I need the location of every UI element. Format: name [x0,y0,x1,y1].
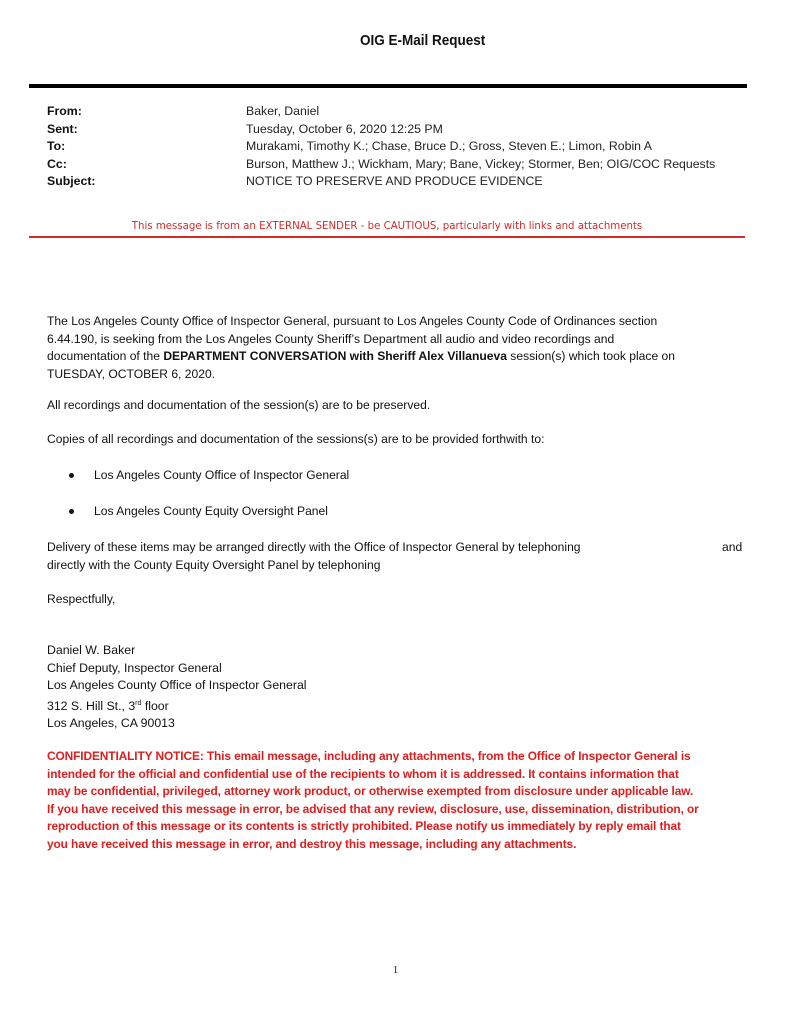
notice-line: may be confidential, privileged, attorney work product, or otherwise exempted from disclosure under applicable law. [47,784,694,799]
notice-line: CONFIDENTIALITY NOTICE: This email message, including any attachments, from the Office of Inspector General is [47,749,691,763]
from-row [47,103,747,121]
body-line: The Los Angeles County Office of Inspector General, pursuant to Los Angeles County Code of Ordinances section [47,314,658,328]
signature-title: Chief Deputy, Inspector General [47,660,222,675]
to-row [47,138,747,156]
list-item [67,467,767,485]
cc-value: Burson, Matthew J.; Wickham, Mary; Bane, Vickey; Stormer, Ben; OIG/COC Requests [246,156,716,171]
from-label: From: [47,104,82,118]
signature-name: Daniel W. Baker [47,643,136,657]
body-line: directly with the County Equity Oversight Panel by telephoning [47,557,381,572]
body-text: documentation of the [47,349,164,363]
email-header [47,103,747,191]
body-paragraph-request [47,313,747,383]
list-item-text: Los Angeles County Office of Inspector General [94,468,350,482]
body-line: 6.44.190, is seeking from the Los Angeles County Sheriff’s Department all audio and video recordings and [47,331,615,346]
cc-row [47,156,747,174]
body-line [47,348,747,366]
signature-office: Los Angeles County Office of Inspector General [47,678,307,692]
sent-label: Sent: [47,121,78,136]
recipient-list [67,467,767,538]
address-text: 312 S. Hill St., 3 [47,698,136,713]
body-line: TUESDAY, OCTOBER 6, 2020. [47,366,216,381]
body-paragraph-copies: Copies of all recordings and documentation of the sessions(s) are to be provided forthwith to: [47,432,545,446]
to-value: Murakami, Timothy K.; Chase, Bruce D.; Gross, Steven E.; Limon, Robin A [246,139,652,153]
notice-line: you have received this message in error, and destroy this message, including any attachments. [47,836,577,851]
closing: Respectfully, [47,592,116,606]
signature-block [47,642,747,733]
body-text: and [722,540,743,554]
notice-line: reproduction of this message or its contents is strictly prohibited. Please notify us immediately by reply email that [47,819,681,834]
document-title [0,32,791,49]
notice-line: intended for the official and confidential use of the recipients to whom it is addressed. It contains information that [47,766,679,781]
to-label: To: [47,139,66,153]
bullet-icon [69,473,74,478]
list-item [67,503,767,521]
warning-divider [29,236,745,238]
body-text: session(s) which took place on [506,349,675,363]
address-superscript: rd [135,699,142,707]
bullet-icon [69,509,74,514]
session-name-bold: DEPARTMENT CONVERSATION with Sheriff Alex Villanueva [163,349,507,363]
signature-city: Los Angeles, CA 90013 [47,716,175,730]
address-text: floor [141,698,169,713]
subject-label: Subject: [47,174,96,188]
subject-value: NOTICE TO PRESERVE AND PRODUCE EVIDENCE [246,174,543,188]
sent-row [47,121,747,139]
from-value: Baker, Daniel [246,104,320,118]
body-paragraph-delivery [47,539,747,574]
sent-value: Tuesday, October 6, 2020 12:25 PM [246,121,443,136]
external-sender-warning: This message is from an EXTERNAL SENDER - be CAUTIOUS, particularly with links and attachments [131,221,643,232]
document-title-text: OIG E-Mail Request [359,32,486,49]
cc-label: Cc: [47,156,67,171]
body-paragraph-preserve: All recordings and documentation of the session(s) are to be preserved. [47,398,431,412]
signature-address [47,695,747,716]
header-divider [29,84,747,88]
body-line: Delivery of these items may be arranged directly with the Office of Inspector General by telephoning [47,540,581,554]
page-number: 1 [392,964,399,976]
confidentiality-notice [47,748,752,854]
subject-row [47,173,747,191]
notice-line: If you have received this message in error, be advised that any review, disclosure, use, dissemination, distribution, or [47,801,699,816]
list-item-text: Los Angeles County Equity Oversight Panel [94,503,328,518]
